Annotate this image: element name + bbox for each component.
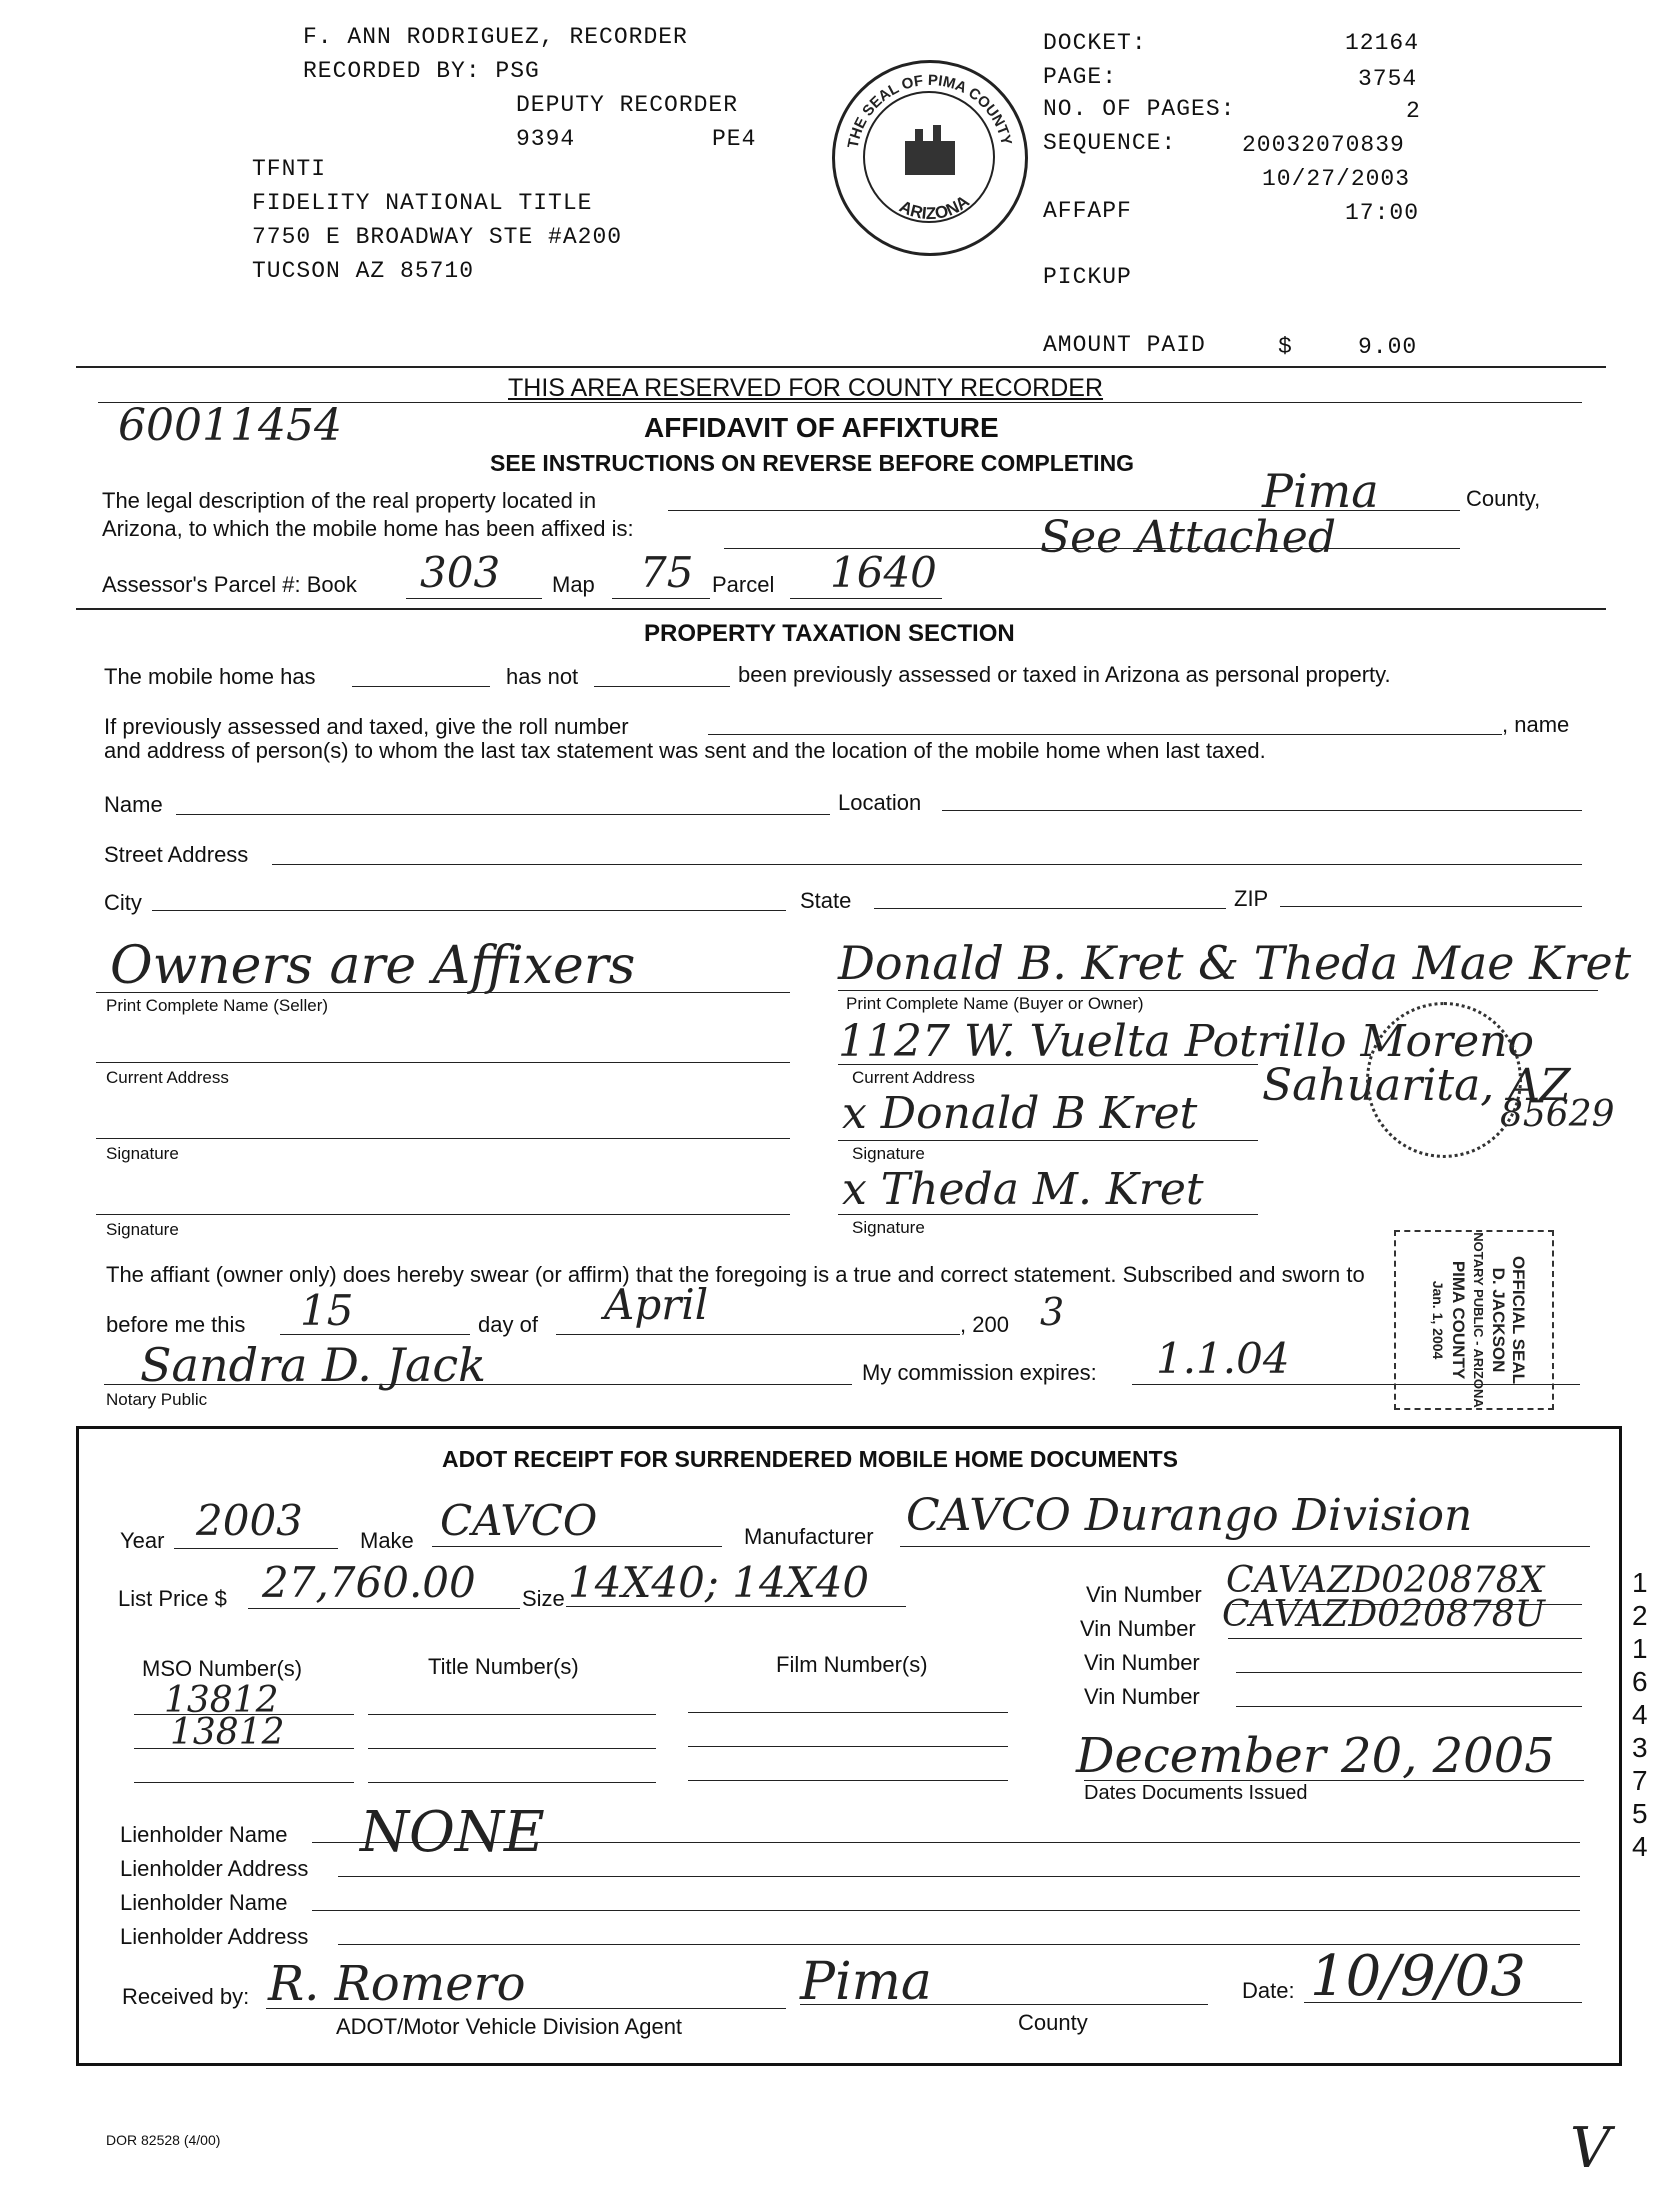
commission-expires-label: My commission expires: — [862, 1360, 1097, 1385]
has-not-label: has not — [506, 664, 579, 689]
vin-1-hw: CAVAZD020878X — [1226, 1560, 1545, 1601]
seller-address-line — [96, 1062, 790, 1063]
county-sig-label: County — [1018, 2010, 1088, 2035]
film-line-1 — [688, 1712, 1008, 1713]
buyer-name-line — [838, 990, 1598, 991]
adot-size-line — [566, 1606, 906, 1607]
roll-address-text: and address of person(s) to whom the last tax statement was sent and the location of the mobile home when last taxed. — [104, 738, 1266, 763]
vin-line-4 — [1236, 1706, 1582, 1707]
company-name: FIDELITY NATIONAL TITLE — [252, 190, 593, 216]
lienholder-name-line-2 — [312, 1910, 1580, 1911]
adot-size-label: Size — [522, 1586, 565, 1611]
seller-sig-line-2 — [96, 1214, 790, 1215]
adot-list-price-label: List Price $ — [118, 1586, 227, 1611]
vin-label-1: Vin Number — [1086, 1582, 1202, 1607]
record-date: 10/27/2003 — [1262, 166, 1411, 192]
affiant-statement: The affiant (owner only) does hereby swear (or affirm) that the foregoing is a true and correct statement. Subscribed and sworn to — [106, 1262, 1365, 1287]
tax-state-label: State — [800, 888, 852, 913]
tax-name-label: Name — [104, 792, 163, 817]
mobile-home-has-label: The mobile home has — [104, 664, 316, 689]
county-signature-hw: Pima — [800, 1952, 932, 2012]
buyer-sig-label-1: Signature — [852, 1144, 925, 1163]
buyer-address-hw-3: 85629 — [1500, 1094, 1615, 1135]
film-line-3 — [688, 1780, 1008, 1781]
adot-make-label: Make — [360, 1528, 414, 1553]
buyer-sig-line-1 — [838, 1140, 1258, 1141]
form-number: DOR 82528 (4/00) — [106, 2132, 221, 2148]
vin-label-4: Vin Number — [1084, 1684, 1200, 1709]
before-me-label: before me this — [106, 1312, 246, 1337]
adot-heading: ADOT RECEIPT FOR SURRENDERED MOBILE HOME DOCUMENTS — [442, 1446, 1179, 1472]
adot-year-label: Year — [120, 1528, 165, 1553]
seller-name-label: Print Complete Name (Seller) — [106, 996, 329, 1015]
recorder-code-1: 9394 — [516, 126, 576, 152]
parcel-separator — [76, 608, 1606, 610]
seller-name-line — [96, 992, 790, 993]
county-handwritten: Pima — [1262, 464, 1379, 518]
buyer-sig-label-2: Signature — [852, 1218, 925, 1237]
side-digit: 1 — [1632, 1567, 1648, 1598]
film-number-label: Film Number(s) — [776, 1652, 928, 1677]
tax-zip-label: ZIP — [1234, 886, 1269, 911]
docket-label: DOCKET: — [1043, 30, 1147, 56]
legal-description-label-2: Arizona, to which the mobile home has been affixed is: — [102, 516, 634, 541]
lienholder-address-label-1: Lienholder Address — [120, 1856, 309, 1881]
previously-assessed-text: been previously assessed or taxed in Arizona as personal property. — [738, 662, 1391, 687]
side-digit: 7 — [1632, 1765, 1648, 1796]
affidavit-title: AFFIDAVIT OF AFFIXTURE — [644, 412, 999, 443]
sequence-value: 20032070839 — [1242, 132, 1405, 158]
seller-sig-line-1 — [96, 1138, 790, 1139]
date-hw: 10/9/03 — [1310, 1944, 1526, 2009]
adot-year-hw: 2003 — [196, 1496, 303, 1545]
tax-city-label: City — [104, 890, 142, 915]
record-time: 17:00 — [1345, 200, 1420, 226]
svg-text:ARIZONA — [896, 192, 972, 223]
tax-location-label: Location — [838, 790, 922, 815]
county-sig-line — [800, 2004, 1208, 2005]
handwritten-doc-number: 60011454 — [118, 400, 342, 451]
seller-sig-label-1: Signature — [106, 1144, 179, 1163]
vin-label-2: Vin Number — [1080, 1616, 1196, 1641]
title-number-label: Title Number(s) — [428, 1654, 579, 1679]
dates-issued-line — [1084, 1780, 1584, 1781]
amount-value: 9.00 — [1358, 334, 1418, 360]
title-line-3 — [368, 1782, 656, 1783]
page-label: PAGE: — [1043, 64, 1118, 90]
instructions-notice: SEE INSTRUCTIONS ON REVERSE BEFORE COMPLETING — [490, 450, 1135, 476]
vin-2-hw: CAVAZD020878U — [1222, 1594, 1545, 1635]
vin-line-3 — [1236, 1672, 1582, 1673]
mso-2-hw: 13812 — [170, 1712, 285, 1753]
notary-stamp-line-2: D. JACKSON — [1489, 1267, 1508, 1373]
affapf-label: AFFAPF — [1043, 198, 1132, 224]
vin-label-3: Vin Number — [1084, 1650, 1200, 1675]
parcel-hw: 1640 — [830, 548, 937, 597]
adot-manufacturer-line — [900, 1546, 1590, 1547]
buyer-sig-1-hw: x Donald B Kret — [842, 1088, 1198, 1139]
recorder-name: F. ANN RODRIGUEZ, RECORDER — [303, 24, 688, 50]
received-by-label: Received by: — [122, 1984, 250, 2009]
year-hw: 3 — [1040, 1290, 1065, 1334]
mso-label: MSO Number(s) — [142, 1656, 303, 1681]
notary-stamp-line-1: OFFICIAL SEAL — [1509, 1255, 1528, 1385]
roll-number-label: If previously assessed and taxed, give the roll number — [104, 714, 629, 739]
side-digit: 1 — [1632, 1633, 1648, 1664]
buyer-sig-2-hw: x Theda M. Kret — [842, 1164, 1204, 1215]
day-of-label: day of — [478, 1312, 538, 1337]
mso-line-3 — [134, 1782, 354, 1783]
tax-state-line — [874, 908, 1226, 909]
buyer-sig-line-2 — [838, 1214, 1258, 1215]
tax-street-line — [272, 864, 1582, 865]
pages-label: NO. OF PAGES: — [1043, 96, 1236, 122]
owner-stamp-icon — [1366, 1002, 1522, 1158]
buyer-name-label: Print Complete Name (Buyer or Owner) — [846, 994, 1144, 1013]
lienholder-address-line-1 — [338, 1876, 1580, 1877]
seller-address-label: Current Address — [106, 1068, 229, 1087]
adot-make-line — [432, 1546, 722, 1547]
county-seal — [832, 60, 1028, 256]
notary-signature-hw: Sandra D. Jack — [140, 1338, 487, 1392]
vin-line-2 — [1228, 1638, 1582, 1639]
parcel-line — [790, 598, 942, 599]
day-hw: 15 — [300, 1286, 354, 1335]
notary-stamp-line-3: NOTARY PUBLIC - ARIZONA — [1471, 1232, 1486, 1408]
amount-currency: $ — [1278, 334, 1293, 360]
seal-bottom-text: ARIZONA — [896, 191, 973, 224]
company-address: 7750 E BROADWAY STE #A200 — [252, 224, 623, 250]
parcel-book-label: Assessor's Parcel #: Book — [102, 572, 357, 597]
buyer-address-label: Current Address — [852, 1068, 975, 1087]
buyer-address-hw: 1127 W. Vuelta Potrillo Moreno — [838, 1016, 1534, 1067]
title-line-2 — [368, 1748, 656, 1749]
side-record-number — [1632, 1566, 1648, 1863]
notary-stamp-line-4: PIMA COUNTY — [1449, 1260, 1468, 1380]
mso-1-hw: 13812 — [164, 1680, 279, 1721]
side-digit: 3 — [1632, 1732, 1648, 1763]
has-not-line — [594, 686, 730, 687]
deputy-recorder: DEPUTY RECORDER — [516, 92, 739, 118]
buyer-address-hw-2: Sahuarita, AZ — [1262, 1060, 1571, 1111]
dates-issued-label: Dates Documents Issued — [1084, 1782, 1308, 1804]
adot-size-hw: 14X40; 14X40 — [568, 1558, 870, 1607]
year-prefix: , 200 — [960, 1312, 1009, 1337]
parcel-book-hw: 303 — [420, 548, 501, 597]
roll-name-label: , name — [1502, 712, 1570, 737]
buyer-address-line — [838, 1064, 1258, 1065]
recorder-code-2: PE4 — [712, 126, 757, 152]
tax-street-label: Street Address — [104, 842, 249, 867]
side-digit: 2 — [1632, 1600, 1648, 1631]
adot-year-line — [174, 1548, 338, 1549]
svg-text:THE SEAL OF PIMA COUNTY — [845, 72, 1015, 150]
side-digit: 6 — [1632, 1666, 1648, 1697]
company-city: TUCSON AZ 85710 — [252, 258, 475, 284]
legal-description-label: The legal description of the real property located in — [102, 488, 597, 513]
title-line-1 — [368, 1714, 656, 1715]
docket-value: 12164 — [1345, 30, 1420, 56]
adot-manufacturer-hw: CAVCO Durango Division — [906, 1490, 1473, 1541]
seal-emblem-icon — [835, 63, 1025, 253]
dates-issued-hw: December 20, 2005 — [1076, 1728, 1555, 1784]
taxation-heading: PROPERTY TAXATION SECTION — [644, 620, 1015, 647]
commission-date-hw: 1.1.04 — [1156, 1334, 1290, 1383]
parcel-map-label: Map — [552, 572, 595, 597]
adot-agent-label: ADOT/Motor Vehicle Division Agent — [336, 2014, 683, 2039]
seal-top-text: THE SEAL OF PIMA COUNTY — [844, 71, 1015, 150]
corner-mark: V — [1570, 2116, 1611, 2181]
county-label: County, — [1466, 486, 1541, 511]
lienholder-none-hw: NONE — [360, 1800, 545, 1865]
received-by-hw: R. Romero — [268, 1956, 526, 2012]
notary-public-label: Notary Public — [106, 1390, 208, 1409]
seller-name-hw: Owners are Affixers — [110, 936, 636, 996]
tfnti-label: TFNTI — [252, 156, 327, 182]
header-separator — [76, 366, 1606, 368]
month-hw: April — [604, 1280, 709, 1329]
pages-value: 2 — [1406, 98, 1421, 124]
film-line-2 — [688, 1746, 1008, 1747]
parcel-map-line — [612, 598, 710, 599]
pickup-label: PICKUP — [1043, 264, 1132, 290]
tax-zip-line — [1280, 906, 1582, 907]
buyer-name-hw: Donald B. Kret & Theda Mae Kret — [838, 936, 1632, 990]
side-digit: 4 — [1632, 1699, 1648, 1730]
tax-name-line — [176, 814, 830, 815]
side-digit: 5 — [1632, 1798, 1648, 1829]
notary-stamp-line-5: Jan. 1, 2004 — [1430, 1280, 1446, 1360]
page-value: 3754 — [1358, 66, 1418, 92]
adot-make-hw: CAVCO — [440, 1496, 598, 1545]
side-digit: 4 — [1632, 1831, 1648, 1862]
amount-paid-label: AMOUNT PAID — [1043, 332, 1206, 358]
tax-location-line — [942, 810, 1582, 811]
notary-stamp — [1394, 1230, 1554, 1410]
date-label: Date: — [1242, 1978, 1295, 2003]
parcel-map-hw: 75 — [640, 548, 694, 597]
seller-sig-label-2: Signature — [106, 1220, 179, 1239]
notary-sig-line — [104, 1384, 852, 1385]
lienholder-name-label-2: Lienholder Name — [120, 1890, 288, 1915]
reserved-area-notice: THIS AREA RESERVED FOR COUNTY RECORDER — [508, 374, 1104, 402]
sequence-label: SEQUENCE: — [1043, 130, 1177, 156]
adot-list-price-hw: 27,760.00 — [262, 1558, 476, 1607]
parcel-book-line — [406, 598, 542, 599]
lienholder-address-label-2: Lienholder Address — [120, 1924, 309, 1949]
mso-line-2 — [134, 1748, 354, 1749]
received-by-line — [266, 2008, 786, 2009]
has-line — [352, 686, 490, 687]
see-attached-handwritten: See Attached — [1040, 512, 1336, 563]
day-line — [280, 1334, 470, 1335]
adot-manufacturer-label: Manufacturer — [744, 1524, 874, 1549]
month-line — [556, 1334, 960, 1335]
recorded-by: RECORDED BY: PSG — [303, 58, 540, 84]
parcel-label: Parcel — [712, 572, 775, 597]
lienholder-name-label-1: Lienholder Name — [120, 1822, 288, 1847]
date-line — [1304, 2002, 1582, 2003]
roll-number-line — [708, 734, 1502, 735]
adot-list-price-line — [248, 1608, 520, 1609]
tax-city-line — [152, 910, 786, 911]
